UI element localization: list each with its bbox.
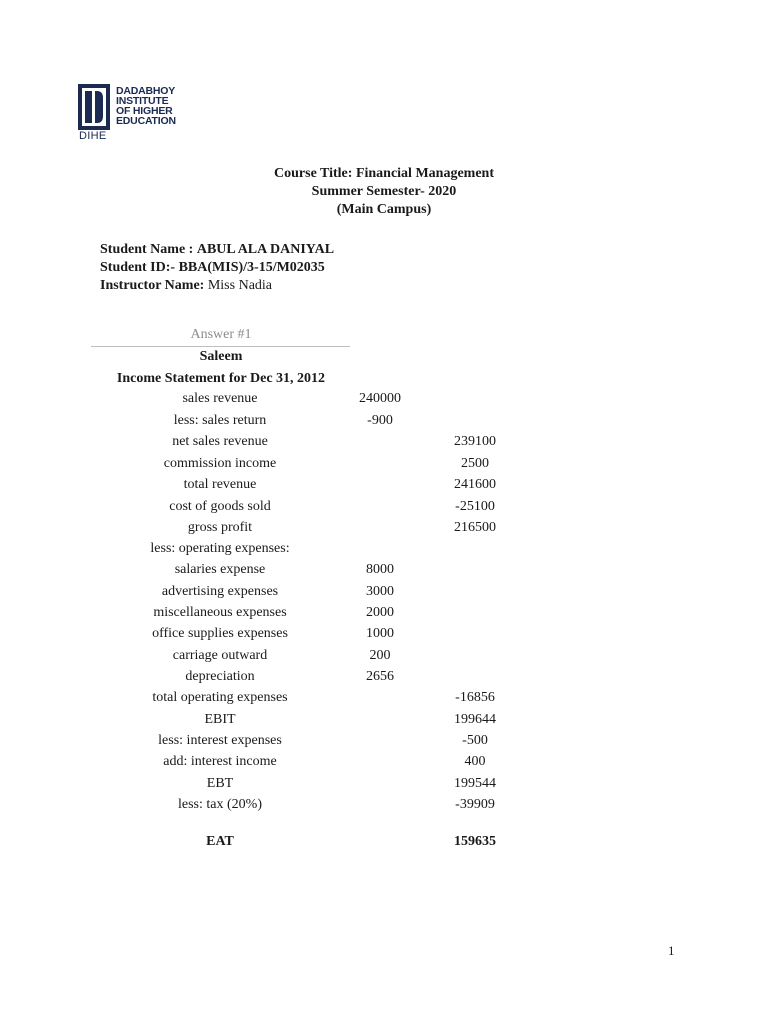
statement-row <box>0 541 768 561</box>
row-value-col2: 216500 <box>454 520 496 535</box>
statement-title: Income Statement for Dec 31, 2012 <box>116 371 326 386</box>
row-value-col2: -16856 <box>455 690 495 705</box>
semester: Summer Semester- 2020 <box>311 184 457 199</box>
statement-row <box>0 434 768 454</box>
row-label: depreciation <box>185 669 255 684</box>
student-name-label: Student Name : <box>100 242 194 257</box>
logo-line-1: DADABHOY <box>116 85 176 97</box>
student-id-label: Student ID:- <box>100 260 176 275</box>
row-label: total revenue <box>183 477 257 492</box>
company-name: Saleem <box>199 349 243 364</box>
statement-row <box>0 690 768 710</box>
statement-row <box>0 797 768 817</box>
dihe-logo <box>78 84 188 144</box>
logo-line-4: EDUCATION <box>116 115 176 127</box>
row-value-col2: -500 <box>462 733 488 748</box>
statement-row <box>0 626 768 646</box>
student-id-value: BBA(MIS)/3-15/M02035 <box>178 260 325 275</box>
row-value-col1: 8000 <box>366 562 394 577</box>
row-value-col1: 2000 <box>366 605 394 620</box>
logo-line-2: INSTITUTE <box>116 95 169 107</box>
row-label: advertising expenses <box>161 584 279 599</box>
statement-row <box>0 391 768 411</box>
row-value-col1: 200 <box>369 648 391 663</box>
statement-row <box>0 456 768 476</box>
row-value-col1: 1000 <box>366 626 394 641</box>
row-label: EBIT <box>204 712 236 727</box>
row-value-col2: 239100 <box>454 434 496 449</box>
row-label: less: interest expenses <box>158 733 282 748</box>
statement-total-row <box>0 834 768 854</box>
row-label: less: tax (20%) <box>178 797 262 812</box>
page-number: 1 <box>668 943 675 958</box>
statement-row <box>0 413 768 433</box>
row-value-col1: 3000 <box>366 584 394 599</box>
row-label: total operating expenses <box>152 690 288 705</box>
statement-row <box>0 477 768 497</box>
statement-row <box>0 605 768 625</box>
statement-row <box>0 669 768 689</box>
row-label: cost of goods sold <box>169 499 271 514</box>
dihe-logo-wordmark <box>116 86 176 126</box>
statement-row <box>0 499 768 519</box>
row-value-col2: 241600 <box>454 477 496 492</box>
course-title: Course Title: Financial Management <box>274 166 494 181</box>
row-value-col2: -39909 <box>455 797 495 812</box>
statement-row <box>0 648 768 668</box>
row-value-col2: 2500 <box>461 456 489 471</box>
row-value-col1: -900 <box>367 413 393 428</box>
total-label: EAT <box>206 834 234 849</box>
campus: (Main Campus) <box>336 202 432 217</box>
answer-heading: Answer #1 <box>190 327 252 342</box>
total-value: 159635 <box>454 834 496 849</box>
logo-abbreviation: DIHE <box>79 130 107 142</box>
row-value-col2: 199544 <box>454 776 496 791</box>
answer-heading-rule <box>91 346 350 347</box>
instructor-value: Miss Nadia <box>207 278 273 293</box>
instructor-line <box>100 278 272 294</box>
row-label: EBT <box>206 776 234 791</box>
row-label: salaries expense <box>174 562 266 577</box>
row-value-col2: 199644 <box>454 712 496 727</box>
statement-row <box>0 733 768 753</box>
statement-row <box>0 562 768 582</box>
statement-row <box>0 584 768 604</box>
instructor-label: Instructor Name: <box>100 278 205 293</box>
statement-row <box>0 754 768 774</box>
row-value-col2: 400 <box>464 754 486 769</box>
row-label: carriage outward <box>172 648 268 663</box>
student-name-value: ABUL ALA DANIYAL <box>196 242 335 257</box>
statement-row <box>0 520 768 540</box>
student-id-line <box>100 260 325 276</box>
student-name-line <box>100 242 334 258</box>
row-label: gross profit <box>187 520 253 535</box>
row-label: sales revenue <box>182 391 258 406</box>
row-value-col1: 2656 <box>366 669 394 684</box>
row-label: net sales revenue <box>172 434 268 449</box>
row-label: miscellaneous expenses <box>153 605 287 620</box>
statement-row <box>0 712 768 732</box>
row-label: office supplies expenses <box>152 626 288 641</box>
row-value-col1: 240000 <box>359 391 401 406</box>
dihe-logo-mark-icon <box>78 84 110 130</box>
row-label: commission income <box>163 456 277 471</box>
row-value-col2: -25100 <box>455 499 495 514</box>
statement-row <box>0 776 768 796</box>
row-label: less: sales return <box>173 413 267 428</box>
logo-line-3: OF HIGHER <box>116 105 173 117</box>
row-label: add: interest income <box>163 754 277 769</box>
row-label: less: operating expenses: <box>150 541 290 556</box>
